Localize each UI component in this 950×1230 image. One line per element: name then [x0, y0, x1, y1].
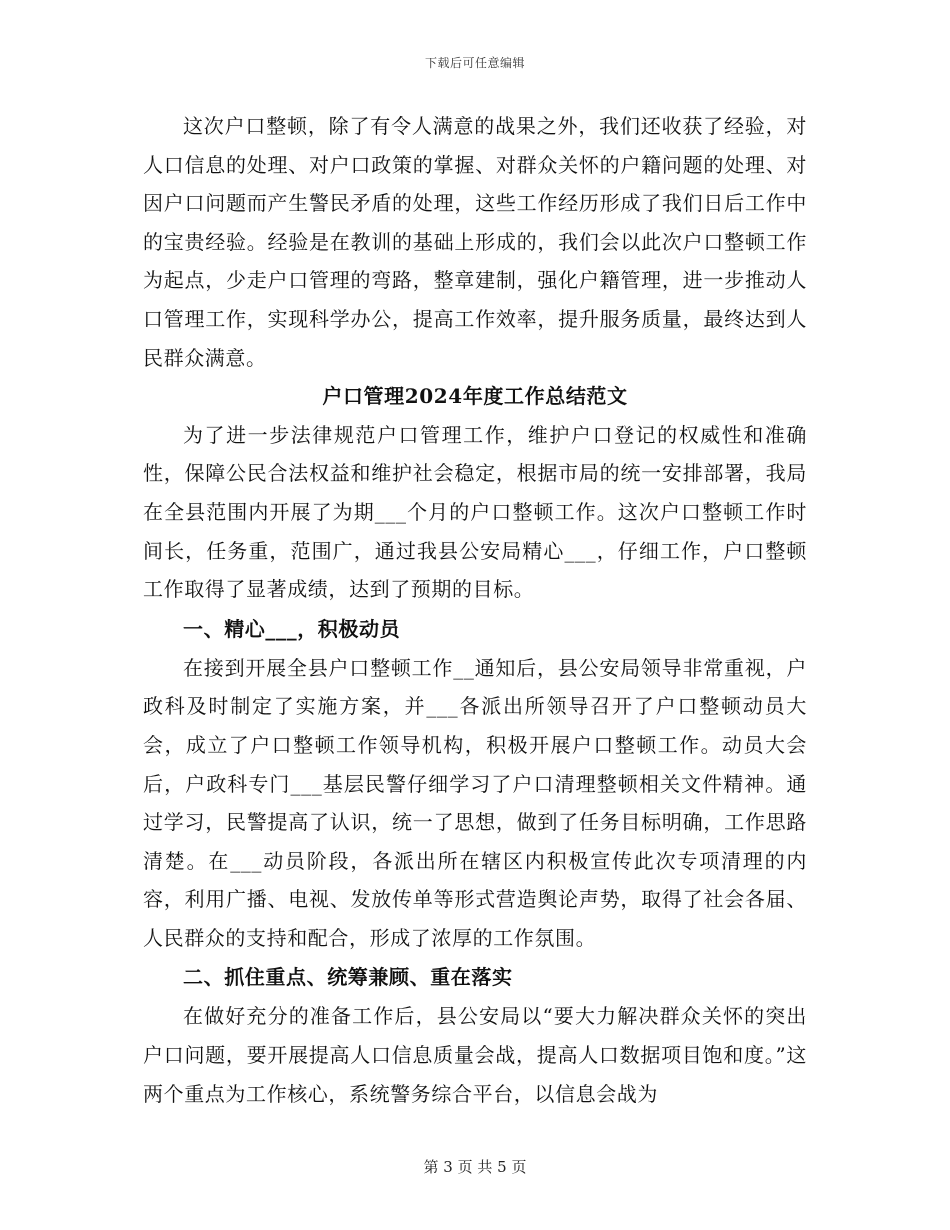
- document-title: 户口管理2024年度工作总结范文: [322, 384, 628, 409]
- paragraph-1: 为了进一步法律规范户口管理工作，维护户口登记的权威性和准确性，保障公民合法权益和维护社会稳定，根据市局的统一安排部署，我局在全县范围内开展了为期___个月的户口整顿工作。这次户口整顿工作时间长，任务重，范围广，通过我县公安局精心___，仔细工作，户口整顿工作取得了显著成绩，达到了预期的目标。: [143, 422, 807, 602]
- paragraph-2: 在接到开展全县户口整顿工作__通知后，县公安局领导非常重视，户政科及时制定了实施方案，并___各派出所领导召开了户口整顿动员大会，成立了户口整顿工作领导机构，积极开展户口整顿工作。动员大会后，户政科专门___基层民警仔细学习了户口清理整顿相关文件精神。通过学习，民警提高了认识，统一了思想，做到了任务目标明确，工作思路清楚。在___动员阶段，各派出所在辖区内积极宣传此次专项清理的内容，利用广播、电视、发放传单等形式营造舆论声势，取得了社会各届、人民群众的支持和配合，形成了浓厚的工作氛围。: [143, 655, 807, 950]
- paragraph-intro: 这次户口整顿，除了有令人满意的战果之外，我们还收获了经验，对人口信息的处理、对户口政策的掌握、对群众关怀的户籍问题的处理、对因户口问题而产生警民矛盾的处理，这些工作经历形成了我们日后工作中的宝贵经验。经验是在教训的基础上形成的，我们会以此次户口整顿工作为起点，少走户口管理的弯路，整章建制，强化户籍管理，进一步推动人口管理工作，实现科学办公，提高工作效率，提升服务质量，最终达到人民群众满意。: [143, 114, 807, 370]
- document-body: [143, 107, 807, 1113]
- section-heading-1: 一、精心___，积极动员: [183, 616, 401, 641]
- section-heading-2: 二、抓住重点、统筹兼顾、重在落实: [183, 965, 513, 990]
- paragraph-3: 在做好充分的准备工作后，县公安局以“要大力解决群众关怀的突出户口问题，要开展提高人口信息质量会战，提高人口数据项目饱和度。”这两个重点为工作核心，系统警务综合平台，以信息会战为: [143, 1004, 807, 1106]
- header-note: 下载后可任意编辑: [424, 56, 525, 70]
- page-number: 第 3 页 共 5 页: [423, 1158, 527, 1176]
